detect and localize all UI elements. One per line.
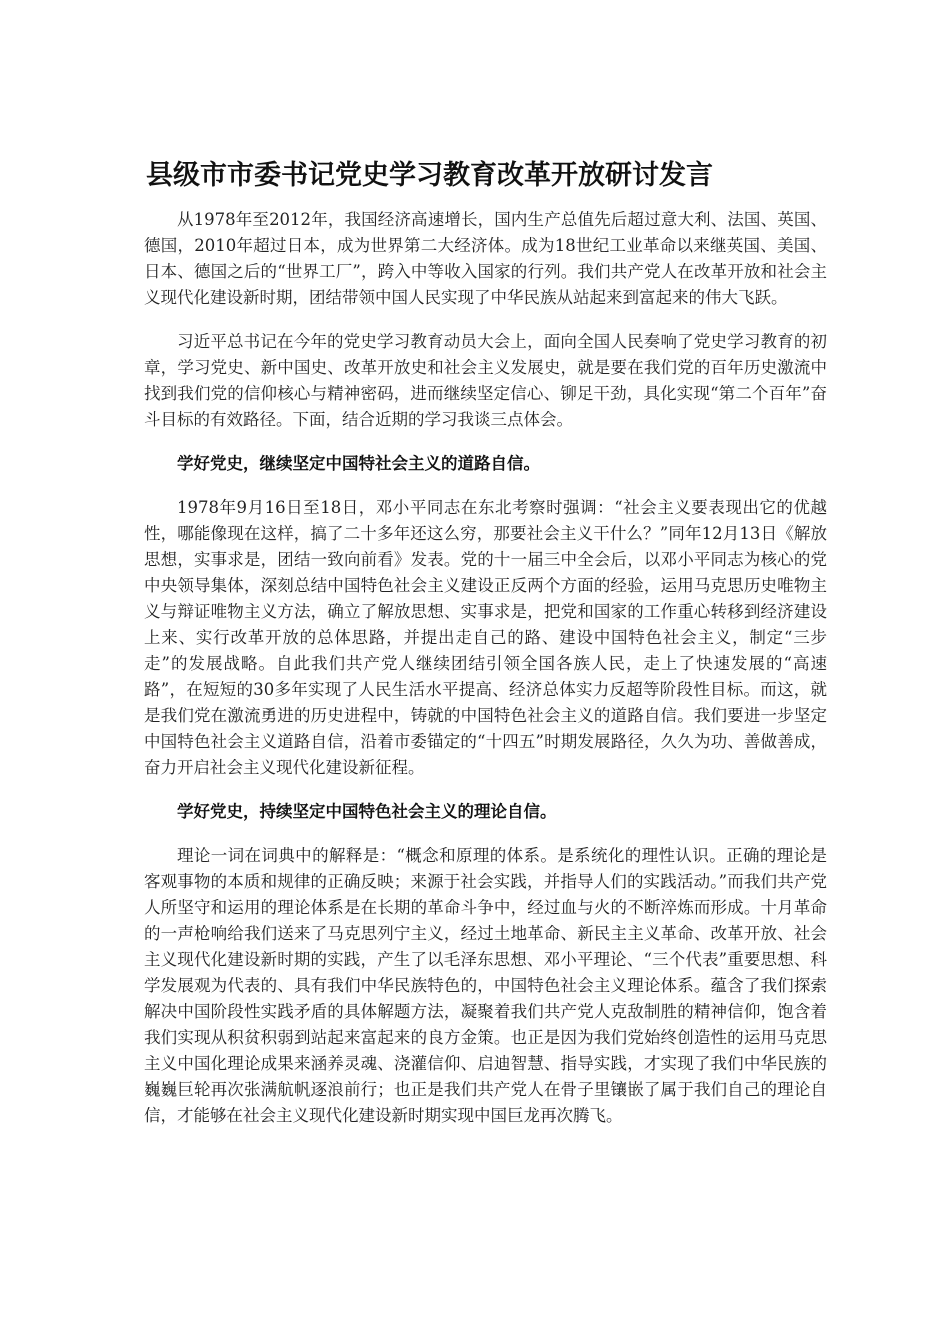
document-title: 县级市市委书记党史学习教育改革开放研讨发言	[146, 160, 713, 191]
paragraph-road-confidence: 1978年9月16日至18日，邓小平同志在东北考察时强调：“社会主义要表现出它的优越性，哪能像现在这样，搞了二十多年还这么穷，那要社会主义干什么？”同年12月13日《解放思想，实事求是，团结一致向前看》发表。党的十一届三中全会后，以邓小平同志为核心的党中央领导集体，深刻总结中国特色社会主义建设正反两个方面的经验，运用马克思历史唯物主义与辩证唯物主义方法，确立了解放思想、实事求是，把党和国家的工作重心转移到经济建设上来、实行改革开放的总体思路，并提出走自己的路、建设中国特色社会主义，制定“三步走”的发展战略。自此我们共产党人继续团结引领全国各族人民，走上了快速发展的“高速路”，在短短的30多年实现了人民生活水平提高、经济总体实力反超等阶段性目标。而这，就是我们党在激流勇进的历史进程中，铸就的中国特色社会主义的道路自信。我们要进一步坚定中国特色社会主义道路自信，沿着市委锚定的“十四五”时期发展路径，久久为功、善做善成，奋力开启社会主义现代化建设新征程。	[144, 498, 827, 777]
paragraph-context: 习近平总书记在今年的党史学习教育动员大会上，面向全国人民奏响了党史学习教育的初章，学习党史、新中国史、改革开放史和社会主义发展史，就是要在我们党的百年历史激流中找到我们党的信仰核心与精神密码，进而继续坚定信心、铆足干劲，具化实现“第二个百年”奋斗目标的有效路径。下面，结合近期的学习我谈三点体会。	[144, 332, 827, 429]
section-heading-theory-confidence: 学好党史，持续坚定中国特色社会主义的理论自信。	[177, 802, 557, 821]
paragraph-theory-confidence: 理论一词在词典中的解释是：“概念和原理的体系。是系统化的理性认识。正确的理论是客观事物的本质和规律的正确反映；来源于社会实践，并指导人们的实践活动。”而我们共产党人所坚守和运用的理论体系是在长期的革命斗争中，经过血与火的不断淬炼而形成。十月革命的一声枪响给我们送来了马克思列宁主义，经过土地革命、新民主主义革命、改革开放、社会主义现代化建设新时期的实践，产生了以毛泽东思想、邓小平理论、“三个代表”重要思想、科学发展观为代表的、具有我们中华民族特色的，中国特色社会主义理论体系。蕴含了我们探索解决中国阶段性实践矛盾的具体解题方法，凝聚着我们共产党人克敌制胜的精神信仰，饱含着我们实现从积贫积弱到站起来富起来的良方金策。也正是因为我们党始终创造性的运用马克思主义中国化理论成果来涵养灵魂、浇灌信仰、启迪智慧、指导实践，才实现了我们中华民族的巍巍巨轮再次张满航帆逐浪前行；也正是我们共产党人在骨子里镶嵌了属于我们自己的理论自信，才能够在社会主义现代化建设新时期实现中国巨龙再次腾飞。	[144, 846, 827, 1125]
paragraph-intro: 从1978年至2012年，我国经济高速增长，国内生产总值先后超过意大利、法国、英国、德国，2010年超过日本，成为世界第二大经济体。成为18世纪工业革命以来继英国、美国、日本、德国之后的“世界工厂”，跨入中等收入国家的行列。我们共产党人在改革开放和社会主义现代化建设新时期，团结带领中国人民实现了中华民族从站起来到富起来的伟大飞跃。	[144, 210, 827, 307]
section-heading-road-confidence: 学好党史，继续坚定中国特社会主义的道路自信。	[177, 454, 540, 473]
document-body	[144, 207, 827, 1147]
